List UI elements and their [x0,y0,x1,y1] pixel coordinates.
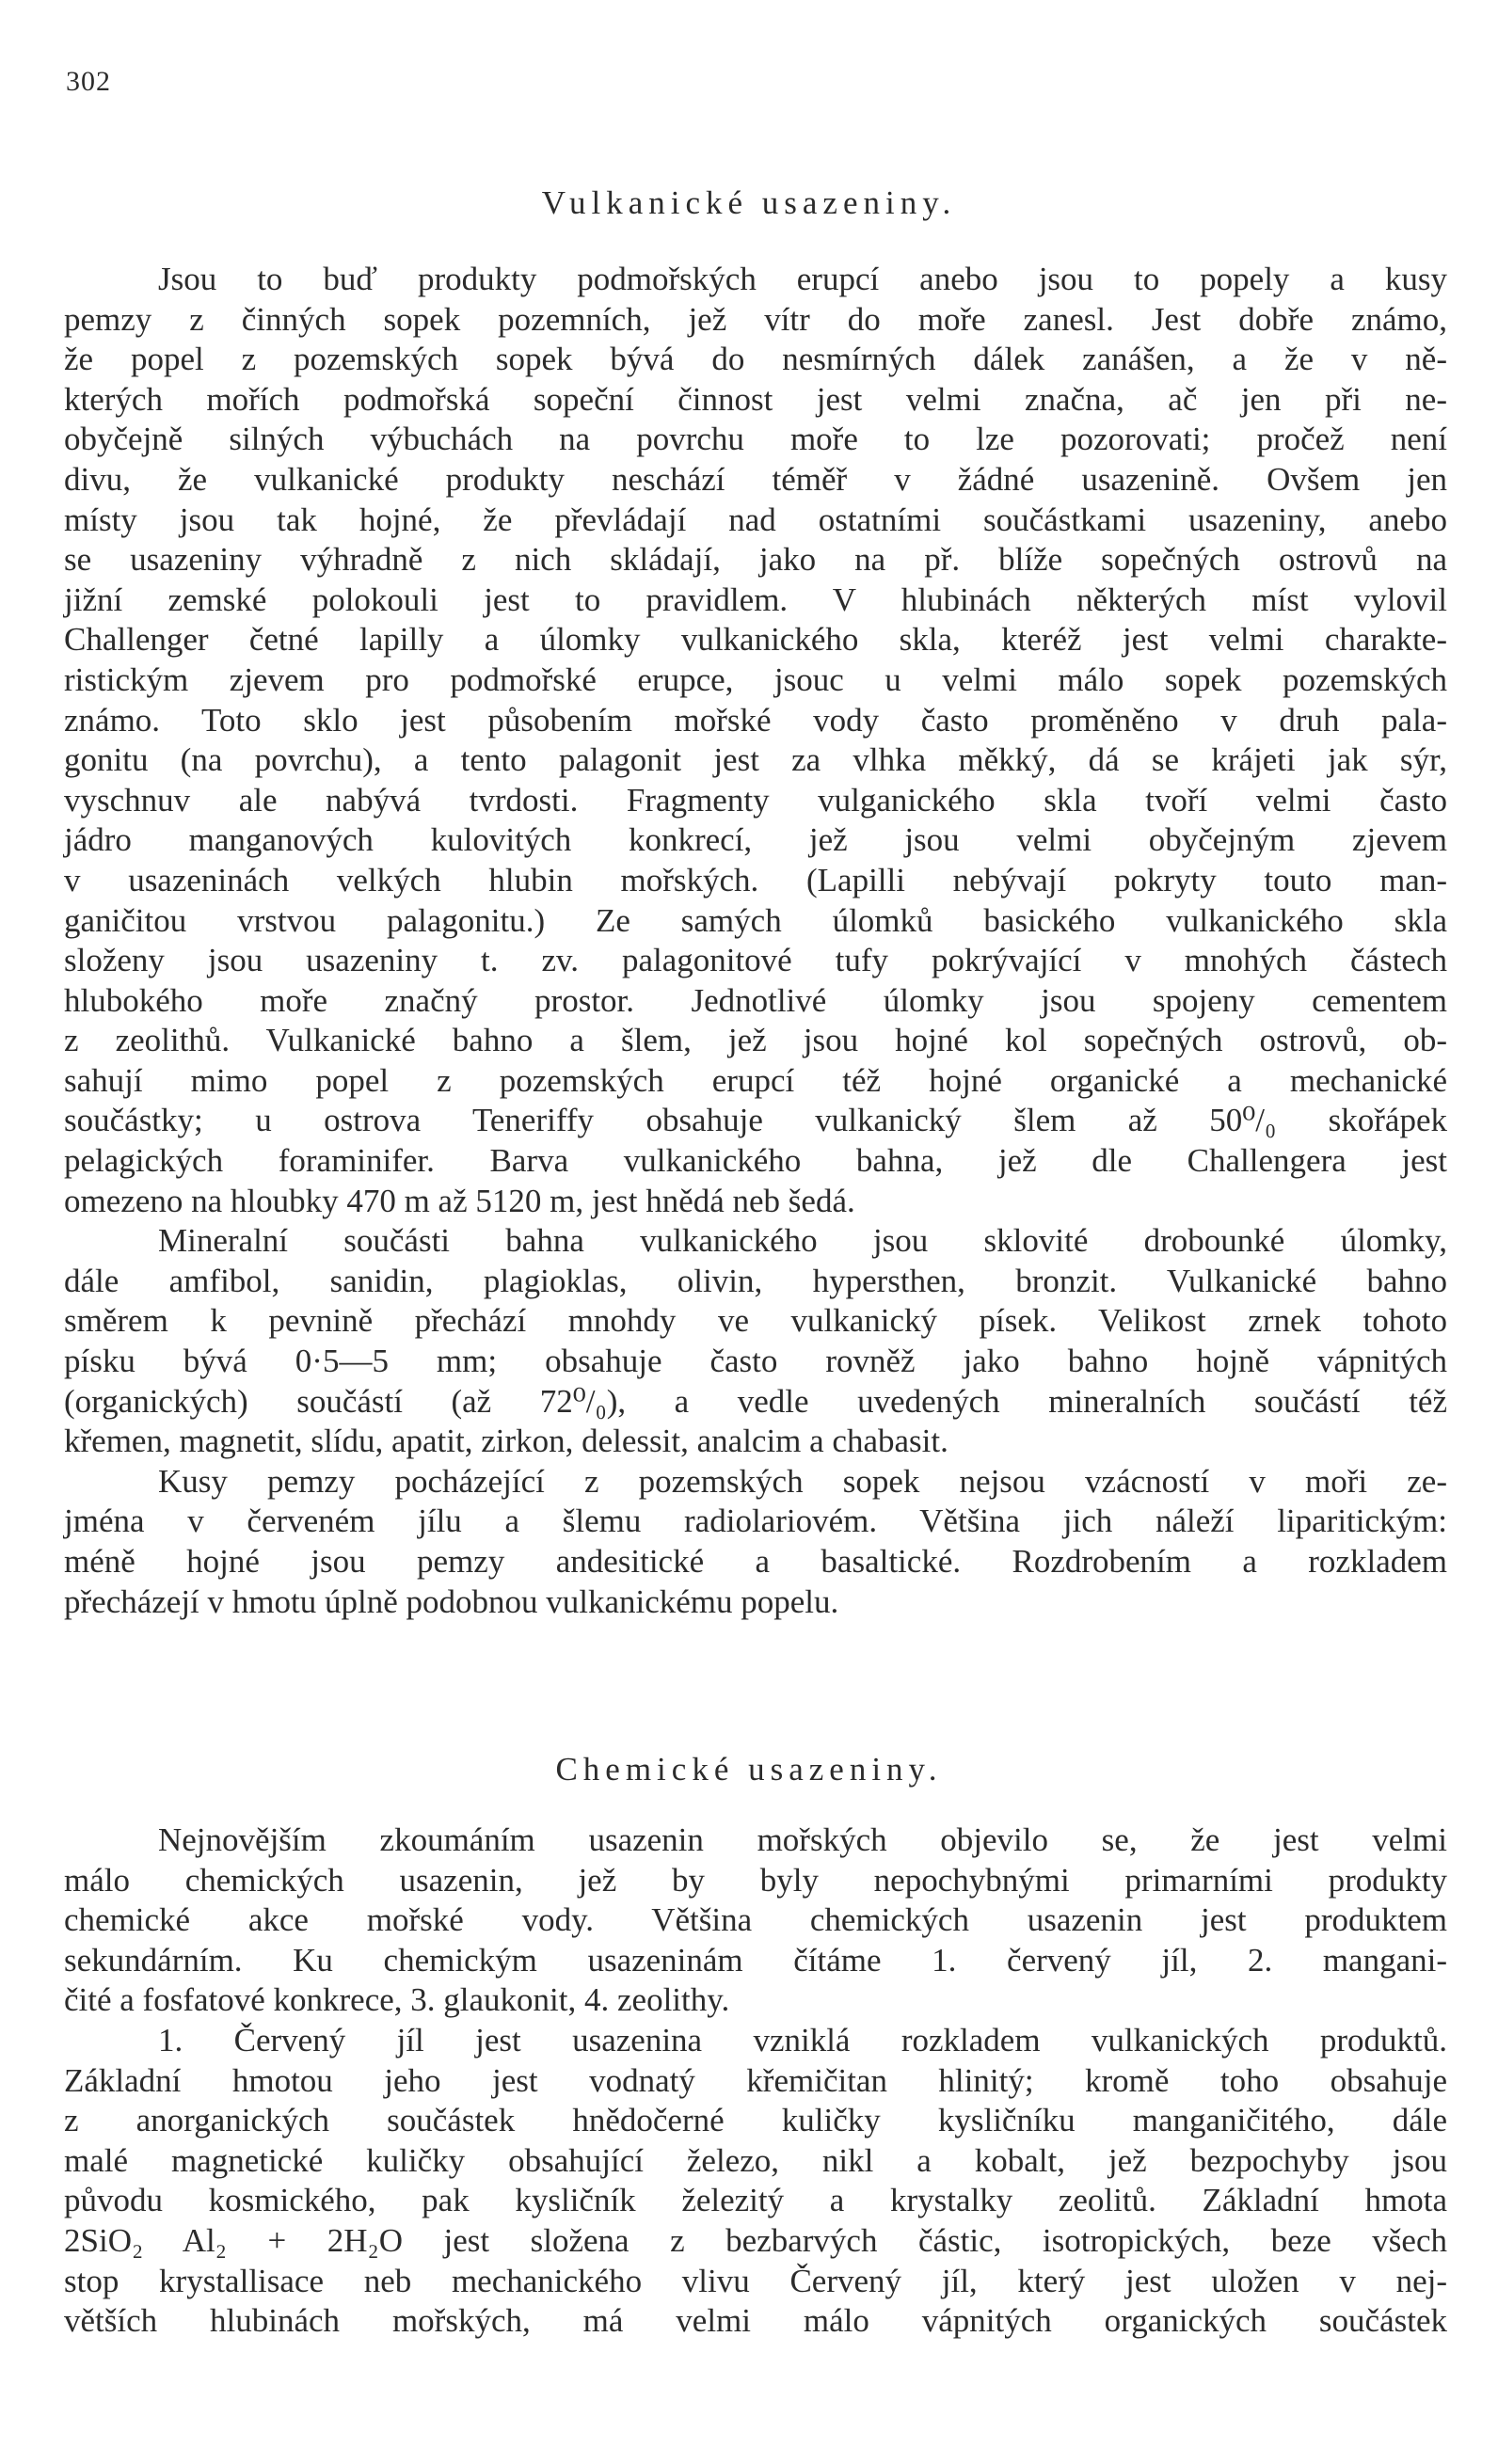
text-line: křemen, magnetit, slídu, apatit, zirkon, delessit, analcim a chabasit. [64,1423,948,1460]
text-line: kterých mořích podmořská sopeční činnost jest velmi značna, ač jen při ne- [64,380,1447,418]
text-line: písku bývá 0·5—5 mm; obsahuje často rovněž jako bahno hojně vápnitých [64,1343,1447,1380]
text-line: pemzy z činných sopek pozemních, jež vítr do moře zanesl. Jest dobře známo, [64,300,1447,338]
text-line: 2SiO₂ Al₂ + 2H₂O jest složena z bezbarvých částic, isotropických, beze všech [64,2221,1447,2259]
text-line: z anorganických součástek hnědočerné kuličky kysličníku manganičitého, dále [64,2102,1447,2139]
text-line: směrem k pevnině přechází mnohdy ve vulkanický písek. Velikost zrnek tohoto [64,1302,1447,1340]
text-line: součástky; u ostrova Teneriffy obsahuje vulkanický šlem až 50⁰/₀ skořápek [64,1102,1447,1139]
text-line: malé magnetické kuličky obsahující železo, nikl a kobalt, jež bezpochyby jsou [64,2141,1447,2179]
text-line: Challenger četné lapilly a úlomky vulkanického skla, kteréž jest velmi charakte- [64,621,1447,659]
section-title-chemical: Chemické usazeniny. [555,1751,943,1788]
text-line: sekundárním. Ku chemickým usazeninám čítáme 1. červený jíl, 2. mangani- [64,1941,1447,1979]
section-volcanic-body [64,260,1447,1622]
text-line: Nejnovějším zkoumáním usazenin mořských objevilo se, že jest velmi [158,1821,1447,1858]
text-line: místy jsou tak hojné, že převládají nad ostatními součástkami usazeniny, anebo [64,501,1447,538]
text-line: původu kosmického, pak kysličník železitý a krystalky zeolitů. Základní hmota [64,2182,1447,2219]
text-line: větších hlubinách mořských, má velmi málo vápnitých organických součástek [64,2302,1447,2340]
text-line: gonitu (na povrchu), a tento palagonit jest za vlhka měkký, dá se krájeti jak sýr, [64,741,1447,779]
text-line: chemické akce mořské vody. Většina chemických usazenin jest produktem [64,1901,1447,1939]
text-line: z zeolithů. Vulkanické bahno a šlem, jež jsou hojné kol sopečných ostrovů, ob- [64,1022,1447,1059]
text-line: dále amfibol, sanidin, plagioklas, olivin, hypersthen, bronzit. Vulkanické bahno [64,1262,1447,1299]
text-line: jména v červeném jílu a šlemu radiolariovém. Většina jich náleží liparitickým: [64,1502,1447,1540]
text-line: ganičitou vrstvou palagonitu.) Ze samých úlomků basického vulkanického skla [64,901,1447,939]
text-line: stop krystallisace neb mechanického vlivu Červený jíl, který jest uložen v nej- [64,2262,1447,2299]
text-line: omezeno na hloubky 470 m až 5120 m, jest hnědá neb šedá. [64,1182,855,1219]
text-line: ristickým zjevem pro podmořské erupce, jsouc u velmi málo sopek pozemských [64,660,1447,698]
text-line: Základní hmotou jeho jest vodnatý křemičitan hlinitý; kromě toho obsahuje [64,2061,1447,2099]
text-line: že popel z pozemských sopek bývá do nesmírných dálek zanášen, a že v ně- [64,341,1447,378]
text-line: Mineralní součásti bahna vulkanického jsou sklovité drobounké úlomky, [158,1222,1447,1260]
text-line: (organických) součástí (až 72⁰/₀), a vedle uvedených mineralních součástí též [64,1382,1447,1420]
text-line: se usazeniny výhradně z nich skládají, jako na př. blíže sopečných ostrovů na [64,541,1447,579]
text-line: sahují mimo popel z pozemských erupcí též hojné organické a mechanické [64,1061,1447,1099]
text-line: 1. Červený jíl jest usazenina vzniklá rozkladem vulkanických produktů. [158,2021,1447,2059]
text-line: známo. Toto sklo jest působením mořské vody často proměněno v druh pala- [64,701,1447,739]
text-line: obyčejně silných výbuchách na povrchu moře to lze pozorovati; pročež není [64,421,1447,458]
text-line: v usazeninách velkých hlubin mořských. (Lapilli nebývají pokryty touto man- [64,861,1447,898]
text-line: složeny jsou usazeniny t. zv. palagonitové tufy pokrývající v mnohých částech [64,942,1447,979]
page-number: 302 [66,66,111,97]
text-line: přecházejí v hmotu úplně podobnou vulkanickému popelu. [64,1582,839,1620]
text-line: čité a fosfatové konkrece, 3. glaukonit, 4. zeolithy. [64,1981,730,2019]
text-line: jižní zemské polokouli jest to pravidlem. V hlubinách některých míst vylovil [64,580,1447,618]
text-line: jádro manganových kulovitých konkrecí, jež jsou velmi obyčejným zjevem [64,821,1447,859]
text-line: málo chemických usazenin, jež by byly nepochybnými primarními produkty [64,1861,1447,1899]
text-line: Jsou to buď produkty podmořských erupcí anebo jsou to popely a kusy [158,261,1447,297]
text-line: vyschnuv ale nabývá tvrdosti. Fragmenty vulganického skla tvoří velmi často [64,781,1447,819]
text-line: divu, že vulkanické produkty neschází téměř v žádné usazenině. Ovšem jen [64,460,1447,498]
text-line: méně hojné jsou pemzy andesitické a basaltické. Rozdrobením a rozkladem [64,1543,1447,1580]
text-line: hlubokého moře značný prostor. Jednotlivé úlomky jsou spojeny cementem [64,981,1447,1019]
section-chemical-body [64,1820,1447,2342]
text-line: pelagických foraminifer. Barva vulkanického bahna, jež dle Challengera jest [64,1142,1447,1180]
text-line: Kusy pemzy pocházející z pozemských sopek nejsou vzácností v moři ze- [158,1462,1447,1500]
section-title-volcanic: Vulkanické usazeniny. [541,184,957,221]
